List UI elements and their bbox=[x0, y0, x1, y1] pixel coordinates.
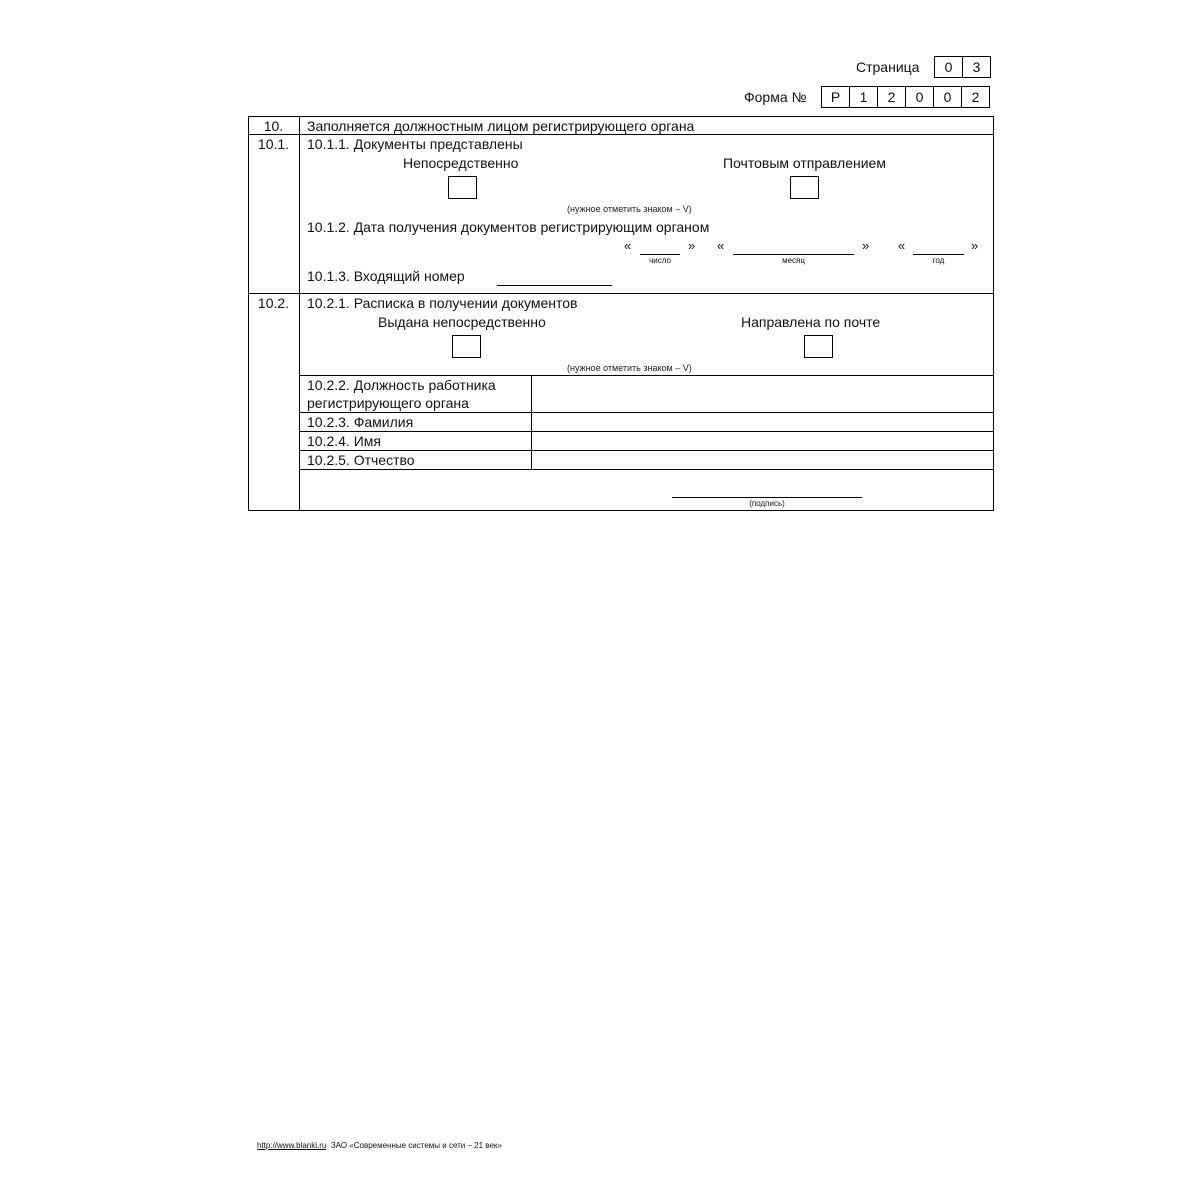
form-number-cells bbox=[821, 86, 990, 108]
item-10-2-2-label: 10.2.2. Должность работника bbox=[307, 377, 496, 393]
signature-caption: (подпись) bbox=[749, 499, 785, 508]
form-digit: 1 bbox=[849, 87, 877, 107]
mark-note: (нужное отметить знаком – V) bbox=[567, 363, 692, 373]
table-rule bbox=[299, 469, 994, 470]
month-line[interactable] bbox=[733, 254, 854, 255]
checkbox-sent-by-mail[interactable] bbox=[804, 335, 833, 358]
position-value-cell[interactable] bbox=[532, 376, 992, 411]
incoming-number-line[interactable] bbox=[497, 285, 612, 286]
surname-value-cell[interactable] bbox=[532, 413, 992, 430]
item-10-2-5-label: 10.2.5. Отчество bbox=[307, 452, 415, 468]
table-rule bbox=[248, 116, 249, 511]
option-issued-direct-label: Выдана непосредственно bbox=[378, 314, 546, 330]
year-caption: год bbox=[932, 256, 945, 265]
checkbox-issued-direct[interactable] bbox=[452, 335, 481, 358]
option-direct-label: Непосредственно bbox=[403, 155, 519, 171]
page-digit: 3 bbox=[962, 57, 990, 77]
form-digit: 0 bbox=[905, 87, 933, 107]
section-10-2-number: 10.2. bbox=[257, 295, 290, 311]
signature-line[interactable] bbox=[672, 497, 862, 498]
table-rule bbox=[248, 293, 994, 294]
patronymic-value-cell[interactable] bbox=[532, 451, 992, 468]
date-quote-close: » bbox=[688, 238, 696, 253]
form-digit: Р bbox=[830, 89, 841, 105]
item-10-2-3-label: 10.2.3. Фамилия bbox=[307, 414, 414, 430]
section-10-title: Заполняется должностным лицом регистрирующего органа bbox=[307, 118, 695, 134]
form-label: Форма № bbox=[744, 89, 807, 105]
option-sent-by-mail-label: Направлена по почте bbox=[741, 314, 881, 330]
checkbox-mail[interactable] bbox=[790, 176, 819, 199]
item-10-1-2-label: 10.1.2. Дата получения документов регистрирующим органом bbox=[307, 219, 710, 235]
item-10-2-1-label: 10.2.1. Расписка в получении документов bbox=[307, 295, 578, 311]
form-digit: 2 bbox=[877, 87, 905, 107]
day-caption: число bbox=[649, 256, 671, 265]
page-label: Страница bbox=[856, 59, 920, 75]
item-10-1-3-label: 10.1.3. Входящий номер bbox=[307, 268, 465, 284]
table-rule bbox=[248, 134, 994, 135]
date-quote-open: « bbox=[717, 238, 725, 253]
footer bbox=[257, 1141, 502, 1151]
table-rule bbox=[248, 116, 994, 117]
section-10-number: 10. bbox=[263, 118, 284, 134]
section-10-1-number: 10.1. bbox=[257, 136, 290, 152]
option-mail-label: Почтовым отправлением bbox=[723, 155, 886, 171]
checkbox-direct[interactable] bbox=[448, 176, 477, 199]
item-10-1-1-label: 10.1.1. Документы представлены bbox=[307, 136, 523, 152]
date-quote-open: « bbox=[898, 238, 906, 253]
page-number-cells bbox=[934, 56, 991, 78]
month-caption: месяц bbox=[782, 256, 805, 265]
date-quote-close: » bbox=[971, 238, 979, 253]
form-digit: 0 bbox=[933, 87, 961, 107]
form-digit: 2 bbox=[961, 87, 989, 107]
table-rule bbox=[248, 510, 994, 511]
day-line[interactable] bbox=[640, 254, 680, 255]
item-10-2-2-label-cont: регистрирующего органа bbox=[307, 395, 469, 411]
date-quote-close: » bbox=[862, 238, 870, 253]
table-rule bbox=[299, 116, 300, 511]
footer-link[interactable]: http://www.blanki.ru bbox=[257, 1141, 327, 1150]
table-rule bbox=[993, 116, 994, 511]
item-10-2-4-label: 10.2.4. Имя bbox=[307, 433, 381, 449]
mark-note: (нужное отметить знаком – V) bbox=[567, 204, 692, 214]
first-name-value-cell[interactable] bbox=[532, 432, 992, 449]
year-line[interactable] bbox=[913, 254, 964, 255]
page-digit: 0 bbox=[944, 59, 953, 75]
footer-company: ЗАО «Современные системы и сети – 21 век» bbox=[330, 1141, 502, 1150]
date-quote-open: « bbox=[624, 238, 632, 253]
